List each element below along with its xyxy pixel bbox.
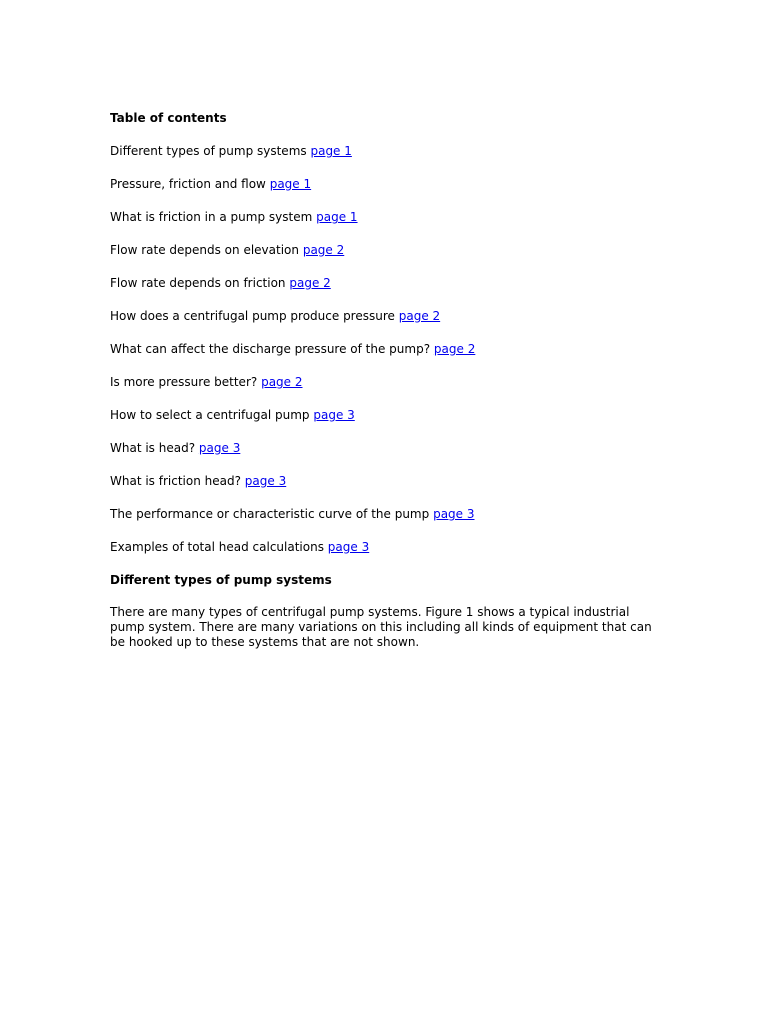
toc-item-text: What is head? — [110, 441, 196, 455]
toc-item — [110, 341, 658, 357]
toc-page-link[interactable]: page 1 — [310, 144, 352, 158]
toc-item-text: Is more pressure better? — [110, 375, 258, 389]
toc-page-link[interactable]: page 3 — [433, 507, 475, 521]
toc-page-link[interactable]: page 1 — [316, 210, 358, 224]
toc-item-text: Different types of pump systems — [110, 144, 307, 158]
toc-item-text: Flow rate depends on elevation — [110, 243, 299, 257]
toc-item — [110, 506, 658, 522]
toc-page-link[interactable]: page 3 — [313, 408, 355, 422]
toc-page-link[interactable]: page 3 — [327, 540, 370, 554]
toc-item-text: Flow rate depends on friction — [110, 276, 286, 290]
section-heading: Different types of pump systems — [110, 573, 332, 587]
toc-list — [110, 143, 658, 555]
toc-item — [110, 407, 658, 423]
toc-item — [110, 275, 658, 291]
toc-item — [110, 374, 658, 390]
toc-item — [110, 308, 658, 324]
toc-item — [110, 143, 658, 159]
toc-item — [110, 242, 658, 258]
toc-item — [110, 176, 658, 192]
toc-page-link[interactable]: page 2 — [261, 375, 303, 389]
toc-page-link[interactable]: page 2 — [433, 342, 476, 356]
toc-page-link[interactable]: page 2 — [398, 309, 441, 323]
toc-item — [110, 209, 658, 225]
toc-page-link[interactable]: page 3 — [244, 474, 287, 488]
toc-title: Table of contents — [110, 111, 227, 125]
toc-item — [110, 473, 658, 489]
toc-item-text: The performance or characteristic curve of the pump — [110, 507, 430, 521]
toc-item — [110, 440, 658, 456]
toc-item — [110, 539, 658, 555]
toc-page-link[interactable]: page 2 — [302, 243, 345, 257]
toc-page-link[interactable]: page 1 — [269, 177, 312, 191]
toc-item-text: What can affect the discharge pressure of the pump? — [110, 342, 431, 356]
toc-item-text: Pressure, friction and flow — [110, 177, 266, 191]
toc-item-text: How does a centrifugal pump produce pressure — [110, 309, 395, 323]
toc-page-link[interactable]: page 2 — [289, 276, 331, 290]
section-body-paragraph: There are many types of centrifugal pump systems. Figure 1 shows a typical industrial pump system. There are many variations on this including all kinds of equipment that can be hooked up to these systems that are not shown. — [110, 605, 652, 649]
toc-page-link[interactable]: page 3 — [198, 441, 241, 455]
toc-item-text: What is friction in a pump system — [110, 210, 313, 224]
toc-item-text: Examples of total head calculations — [110, 540, 324, 554]
toc-item-text: How to select a centrifugal pump — [110, 408, 310, 422]
document-page — [110, 110, 658, 650]
toc-item-text: What is friction head? — [110, 474, 241, 488]
